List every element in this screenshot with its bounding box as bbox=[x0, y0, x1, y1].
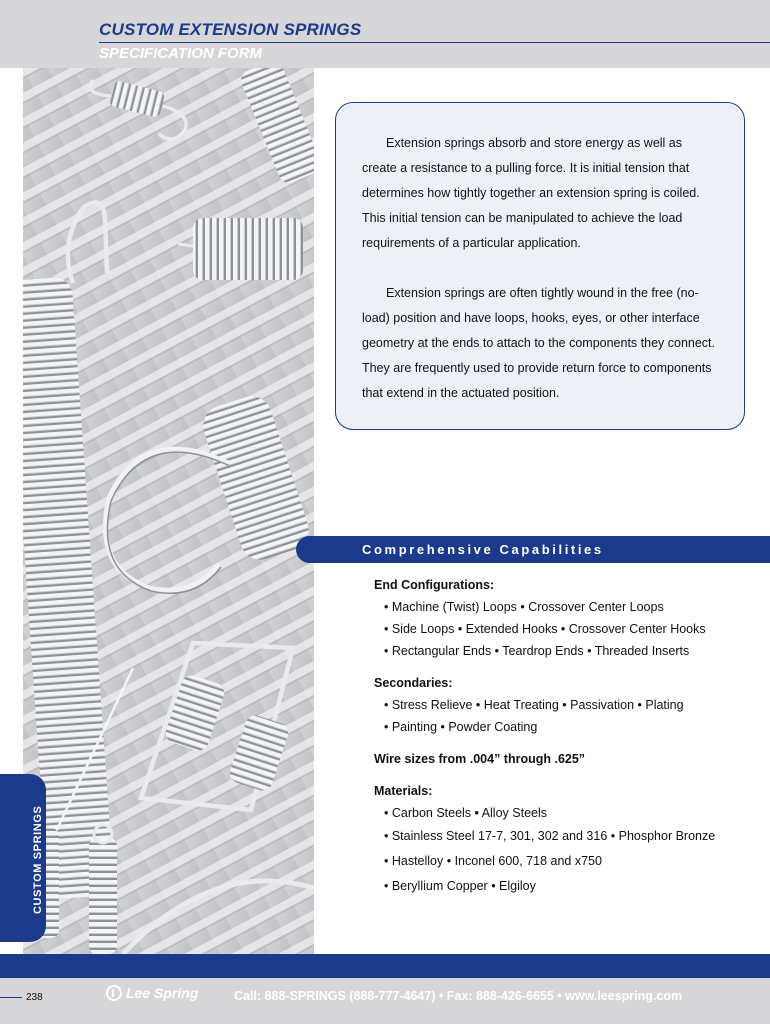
lee-spring-logo bbox=[106, 985, 198, 1001]
capabilities-banner bbox=[296, 536, 770, 563]
list-item: • Side Loops • Extended Hooks • Crossover Center Hooks bbox=[384, 622, 706, 636]
page-title: CUSTOM EXTENSION SPRINGS bbox=[99, 20, 362, 39]
intro-paragraph-2: Extension springs are often tightly wound in the free (no-load) position and have loops, hooks, eyes, or other interface geometry at the ends to attach to the components they connect. They are frequently used to provide return force to components that extend in the actuated position. bbox=[362, 286, 715, 400]
intro-panel bbox=[335, 102, 745, 430]
list-item: • Rectangular Ends • Teardrop Ends • Threaded Inserts bbox=[384, 644, 690, 658]
extension-springs-photo bbox=[23, 68, 314, 954]
section-tab-label: CUSTOM SPRINGS bbox=[32, 805, 44, 914]
capabilities-list bbox=[374, 574, 764, 899]
contact-info: Call: 888-SPRINGS (888-777-4647) • Fax: 888-426-6655 • www.leespring.com bbox=[234, 989, 683, 1003]
closed-coil-spring bbox=[178, 218, 303, 280]
end-configurations-heading: End Configurations: bbox=[374, 578, 495, 592]
list-item: • Machine (Twist) Loops • Crossover Center Loops bbox=[384, 600, 664, 614]
list-item: • Stress Relieve • Heat Treating • Passivation • Plating bbox=[384, 698, 684, 712]
materials-heading: Materials: bbox=[374, 784, 433, 798]
wire-sizes-heading: Wire sizes from .004” through .625” bbox=[374, 752, 586, 766]
lee-spring-logo-icon bbox=[106, 985, 122, 1001]
capabilities-title: Comprehensive Capabilities bbox=[362, 542, 604, 557]
page-subtitle: SPECIFICATION FORM bbox=[99, 45, 263, 62]
page-header bbox=[0, 0, 770, 68]
logo-text: Lee Spring bbox=[126, 985, 199, 1001]
page-number: 238 bbox=[26, 992, 43, 1003]
list-item: • Beryllium Copper • Elgiloy bbox=[384, 879, 536, 893]
list-item: • Carbon Steels • Alloy Steels bbox=[384, 806, 548, 820]
secondaries-heading: Secondaries: bbox=[374, 676, 453, 690]
intro-paragraph-1: Extension springs absorb and store energy as well as create a resistance to a pulling force. It is initial tension that determines how tightly together an extension spring is coiled. This initial tension can be manipulated to achieve the load requirements of a particular application. bbox=[362, 136, 700, 250]
list-item: • Stainless Steel 17-7, 301, 302 and 316 • Phosphor Bronze bbox=[384, 829, 716, 843]
header-rule bbox=[99, 42, 770, 43]
springs-illustration bbox=[23, 68, 314, 954]
page-number-rule bbox=[0, 997, 22, 998]
footer-bar bbox=[0, 954, 770, 978]
list-item: • Hastelloy • Inconel 600, 718 and x750 bbox=[384, 854, 602, 868]
list-item: • Painting • Powder Coating bbox=[384, 720, 538, 734]
